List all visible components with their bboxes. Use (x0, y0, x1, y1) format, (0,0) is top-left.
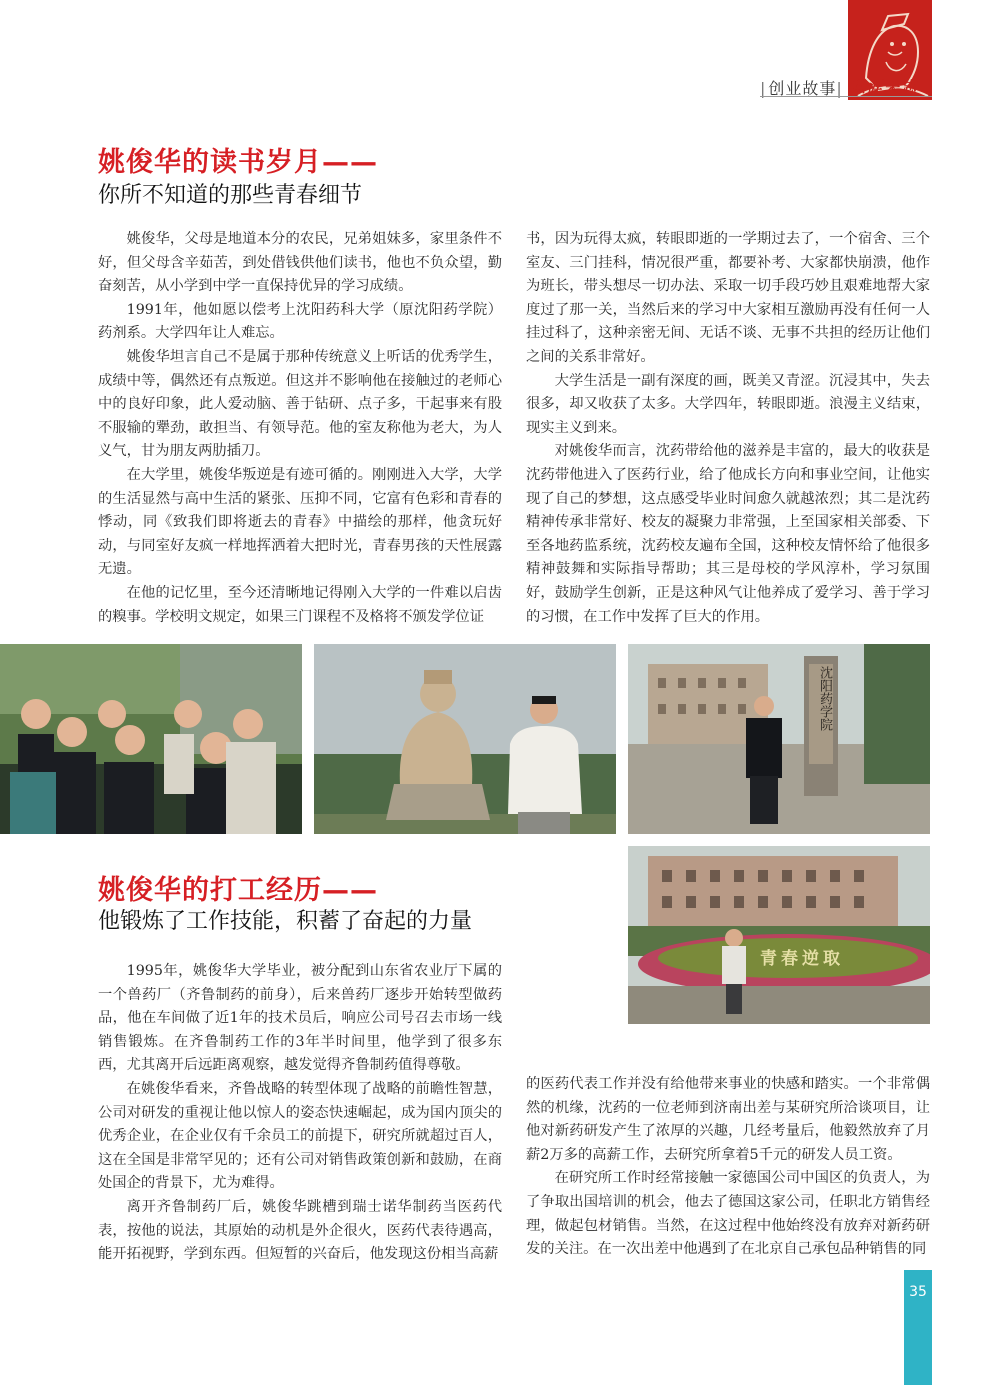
section1-left-column (98, 228, 502, 629)
paragraph: 大学生活是一副有深度的画，既美又青涩。沉浸其中，失去很多，却又收获了太多。大学四年，转眼即逝。浪漫主义结束，现实主义到来。 (526, 372, 930, 436)
section2-left-column (98, 960, 502, 1267)
flowerbed-text: 青春逆取 (760, 949, 844, 969)
paragraph: 1991年，他如愿以偿考上沈阳药科大学（原沈阳药学院）药剂系。大学四年让人难忘。 (98, 301, 502, 342)
section2-right-column (526, 1073, 930, 1262)
photo-roommates-group (0, 644, 302, 834)
paragraph: 在他的记忆里，至今还清晰地记得刚入大学的一件难以启齿的糗事。学校明文规定，如果三门课程不及格将不颁发学位证 (98, 584, 502, 625)
magazine-name: 燕涯采志 (850, 78, 919, 96)
section1-right-column (526, 228, 930, 629)
photo-flowerbed (628, 846, 930, 1024)
paragraph: 在姚俊华看来，齐鲁战略的转型体现了战略的前瞻性智慧，公司对研发的重视让他以惊人的姿态快速崛起，成为国内顶尖的优秀企业，在企业仅有千余员工的前提下，研究所就超过百人，这在全国是非常罕见的；还有公司对销售政策创新和鼓励，在商处国企的背景下，尤为难得。 (98, 1080, 502, 1192)
paragraph: 的医药代表工作并没有给他带来事业的快感和踏实。一个非常偶然的机缘，沈药的一位老师到济南出差与某研究所洽谈项目，让他对新药研发产生了浓厚的兴趣，几经考量后，他毅然放弃了月薪2万多的高薪工作，去研究所拿着5千元的研发人员工资。 (526, 1076, 930, 1163)
column-label: | 创业故事| (760, 79, 843, 98)
paragraph: 姚俊华坦言自己不是属于那种传统意义上听话的优秀学生，成绩中等，偶然还有点叛逆。但这并不影响他在接触过的老师心中的良好印象，此人爱动脑、善于钻研、点子多，干起事来有股不服输的犟劲，敢担当、有领导范。他的室友称他为老大，为人义气，甘为朋友两肋插刀。 (98, 348, 502, 460)
paragraph: 在大学里，姚俊华叛逆是有迹可循的。刚刚进入大学，大学的生活显然与高中生活的紧张、压抑不同，它富有色彩和青春的悸动，同《致我们即将逝去的青春》中描绘的那样，他贪玩好动，与同室好友疯一样地挥洒着大把时光，青春男孩的天性展露无遗。 (98, 466, 502, 578)
photo-school-gate (628, 644, 930, 834)
photo-statue (314, 644, 616, 834)
section1-subtitle: 你所不知道的那些青春细节 (98, 183, 363, 208)
gate-sign-text: 沈阳药学院 (817, 666, 832, 731)
section2-title: 姚俊华的打工经历—— (98, 875, 378, 906)
page-number: 35 (909, 1284, 927, 1300)
header-divider (760, 96, 932, 97)
paragraph: 1995年，姚俊华大学毕业，被分配到山东省农业厅下属的一个兽药厂（齐鲁制药的前身），后来兽药厂逐步开始转型做药品，他在车间做了近1年的技术员后，响应公司号召去市场一线销售锻炼。在齐鲁制药工作的3年半时间里，他学到了很多东西，尤其离开后远距离观察，越发觉得齐鲁制药值得尊敬。 (98, 963, 502, 1074)
paragraph: 离开齐鲁制药厂后，姚俊华跳槽到瑞士诺华制药当医药代表，按他的说法，其原始的动机是外企很火，医药代表待遇高，能开拓视野，学到东西。但短暂的兴奋后，他发现这份相当高薪 (98, 1198, 502, 1263)
section2-subtitle: 他锻炼了工作技能，积蓄了奋起的力量 (98, 909, 473, 934)
paragraph: 书，因为玩得太疯，转眼即逝的一学期过去了，一个宿舍、三个室友、三门挂科，情况很严重，都要补考、大家都快崩溃，他作为班长，带头想尽一切办法、采取一切手段巧妙且艰难地帮大家度过了那一关，当然后来的学习中大家相互激励再没有任何一人挂过科了，这种亲密无间、无话不谈、无事不共担的经历让他们之间的关系非常好。 (526, 231, 930, 365)
paragraph: 对姚俊华而言，沈药带给他的滋养是丰富的，最大的收获是沈药带他进入了医药行业，给了他成长方向和事业空间，让他实现了自己的梦想，这点感受毕业时间愈久就越浓烈；其二是沈药精神传承非常好、校友的凝聚力非常强，上至国家相关部委、下至各地药监系统，沈药校友遍布全国，这种校友情怀给了他很多精神鼓舞和实际指导帮助；其三是母校的学风淳朴，学习氛围好，鼓励学生创新，正是这种风气让他养成了爱学习、善于学习的习惯，在工作中发挥了巨大的作用。 (526, 443, 930, 625)
paragraph: 在研究所工作时经常接触一家德国公司中国区的负责人，为了争取出国培训的机会，他去了德国这家公司，任职北方销售经理，做起包材销售。当然，在这过程中他始终没有放弃对新药研发的关注。在一次出差中他遇到了在北京自己承包品种销售的同 (526, 1170, 930, 1258)
paragraph: 姚俊华，父母是地道本分的农民，兄弟姐妹多，家里条件不好，但父母含辛茹苦，到处借钱供他们读书，他也不负众望，勤奋刻苦，从小学到中学一直保持优异的学习成绩。 (98, 231, 502, 295)
section1-title: 姚俊华的读书岁月—— (98, 147, 378, 178)
